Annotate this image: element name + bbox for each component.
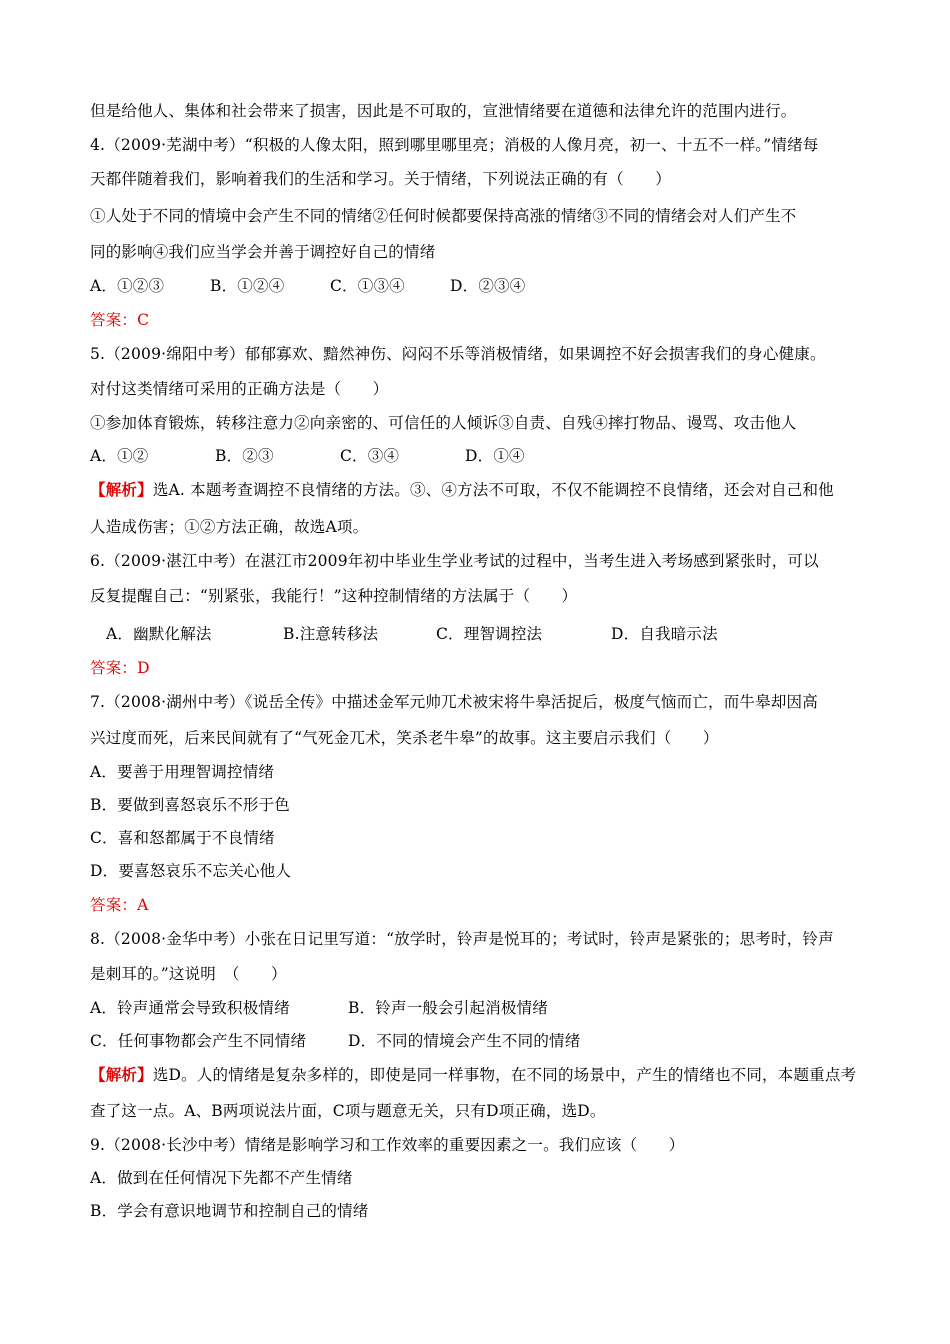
question-4-statements: ①人处于不同的情境中会产生不同的情绪②任何时候都要保持高涨的情绪③不同的情绪会对人们产生不 [90,207,797,225]
option-a: A．①②③ [90,277,165,295]
option-b: B．②③ [215,447,274,465]
explanation-tag: 【解析】 [90,480,153,499]
question-9-option-b: B．学会有意识地调节和控制自己的情绪 [90,1202,369,1220]
question-8-stem: 8.（2008·金华中考）小张在日记里写道：“放学时，铃声是悦耳的；考试时，铃声是紧张的；思考时，铃声 [90,930,834,948]
option-d: D．自我暗示法 [611,625,718,643]
question-5-options [90,446,525,466]
option-c: C．理智调控法 [436,625,543,643]
question-5-stem-cont: 对付这类情绪可采用的正确方法是（ ） [90,380,389,398]
question-7-stem: 7.（2008·湖州中考）《说岳全传》中描述金军元帅兀术被宋将牛皋活捉后，极度气恼而亡，而牛皋却因高 [90,693,818,711]
question-8-options-row-2 [90,1031,580,1051]
text-line: 但是给他人、集体和社会带来了损害，因此是不可取的，宣泄情绪要在道德和法律允许的范围内进行。 [90,102,797,120]
question-7-stem-cont: 兴过度而死，后来民间就有了“气死金兀术，笑杀老牛皋”的故事。这主要启示我们（ ） [90,729,719,747]
explanation-8: 【解析】选D。人的情绪是复杂多样的，即使是同一样事物，在不同的场景中，产生的情绪也不同，本题重点考 [90,1065,857,1084]
option-c: C．①③④ [330,277,405,295]
explanation-5: 【解析】选A. 本题考查调控不良情绪的方法。③、④方法不可取，不仅不能调控不良情绪，还会对自己和他 [90,480,834,499]
option-a: A．①② [90,447,149,465]
question-4-stem: 4.（2009·芜湖中考）“积极的人像太阳，照到哪里哪里亮；消极的人像月亮，初一、十五不一样。”情绪每 [90,136,819,154]
explanation-5-cont: 人造成伤害；①②方法正确，故选A项。 [90,518,369,536]
answer-7: 答案：A [90,896,149,914]
question-6-options [106,624,718,644]
question-5-statements: ①参加体育锻炼，转移注意力②向亲密的、可信任的人倾诉③自责、自残④摔打物品、谩骂、攻击他人 [90,414,797,432]
question-7-option-b: B．要做到喜怒哀乐不形于色 [90,796,290,814]
option-c: C．任何事物都会产生不同情绪 [90,1032,307,1050]
question-9-option-a: A．做到在任何情况下先都不产生情绪 [90,1169,353,1187]
question-4-options [90,276,525,296]
option-a: A．幽默化解法 [106,625,212,643]
question-7-option-c: C．喜和怒都属于不良情绪 [90,829,275,847]
question-5-stem: 5.（2009·绵阳中考）郁郁寡欢、黯然神伤、闷闷不乐等消极情绪，如果调控不好会损害我们的身心健康。 [90,345,826,363]
option-b: B．①②④ [210,277,285,295]
question-4-stem-cont: 天都伴随着我们，影响着我们的生活和学习。关于情绪，下列说法正确的有（ ） [90,170,671,188]
answer-6: 答案：D [90,659,150,677]
option-d: D．不同的情境会产生不同的情绪 [348,1032,581,1050]
question-7-option-d: D．要喜怒哀乐不忘关心他人 [90,862,292,880]
question-4-statements-cont: 同的影响④我们应当学会并善于调控好自己的情绪 [90,243,436,261]
question-7-option-a: A．要善于用理智调控情绪 [90,763,275,781]
answer-4: 答案：C [90,311,150,329]
option-b: B．铃声一般会引起消极情绪 [348,999,548,1017]
explanation-8-cont: 查了这一点。A、B两项说法片面，C项与题意无关，只有D项正确，选D。 [90,1102,606,1120]
question-8-stem-cont: 是刺耳的。”这说明 （ ） [90,965,287,983]
option-a: A．铃声通常会导致积极情绪 [90,999,290,1017]
explanation-tag: 【解析】 [90,1065,153,1084]
question-6-stem-cont: 反复提醒自己：“别紧张，我能行！”这种控制情绪的方法属于（ ） [90,587,578,605]
option-b: B.注意转移法 [283,625,379,643]
option-d: D．①④ [465,447,525,465]
question-8-options-row-1 [90,998,548,1018]
question-6-stem: 6.（2009·湛江中考）在湛江市2009年初中毕业生学业考试的过程中，当考生进入考场感到紧张时，可以 [90,552,819,570]
question-9-stem: 9.（2008·长沙中考）情绪是影响学习和工作效率的重要因素之一。我们应该（ ） [90,1136,685,1154]
option-c: C．③④ [340,447,400,465]
option-d: D．②③④ [450,277,526,295]
